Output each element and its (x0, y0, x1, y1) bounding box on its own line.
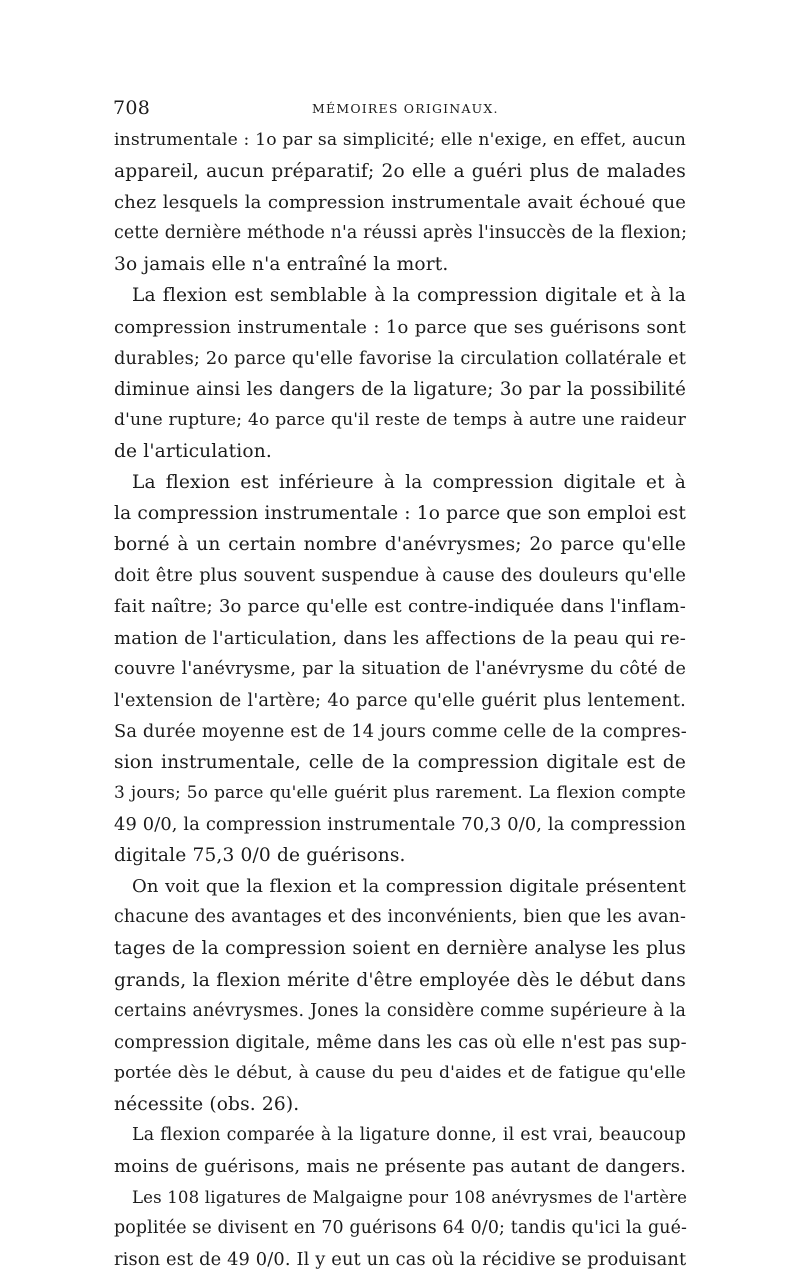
text-line: doit être plus souvent suspendue à cause des douleurs qu'elle (114, 565, 686, 587)
text-line: couvre l'anévrysme, par la situation de l'anévrysme du côté de (114, 658, 686, 679)
text-line: chez lesquels la compression instrumentale avait échoué que (114, 192, 686, 214)
text-line: l'extension de l'artère; 4o parce qu'elle guérit plus lentement. (114, 689, 686, 711)
text-line: digitale 75,3 0/0 de guérisons. (114, 845, 406, 867)
text-line: 3o jamais elle n'a entraîné la mort. (114, 254, 449, 276)
text-line: nécessite (obs. 26). (114, 1093, 300, 1115)
running-head: MÉMOIRES ORIGINAUX. (312, 101, 499, 116)
text-line: 3 jours; 5o parce qu'elle guérit plus rarement. La flexion compte (114, 782, 686, 803)
text-line: moins de guérisons, mais ne présente pas autant de dangers. (114, 1156, 686, 1178)
text-line: diminue ainsi les dangers de la ligature; 3o par la possibilité (114, 378, 686, 400)
text-line: portée dès le début, à cause du peu d'aides et de fatigue qu'elle (114, 1062, 686, 1083)
text-line: de l'articulation. (114, 440, 272, 462)
text-line: 49 0/0, la compression instrumentale 70,3 0/0, la compression (114, 814, 686, 836)
text-line: La flexion est semblable à la compression digitale et à la (132, 285, 686, 307)
page-number: 708 (113, 97, 151, 119)
text-line: grands, la flexion mérite d'être employée dès le début dans (114, 969, 686, 991)
text-line: chacune des avantages et des inconvénients, bien que les avan- (114, 907, 686, 928)
text-line: la compression instrumentale : 1o parce que son emploi est (114, 503, 686, 525)
text-line: poplitée se divisent en 70 guérisons 64 0/0; tandis qu'ici la gué- (114, 1218, 688, 1239)
text-line: compression instrumentale : 1o parce que ses guérisons sont (114, 316, 686, 338)
page-header (113, 97, 685, 123)
text-line: Les 108 ligatures de Malgaigne pour 108 anévrysmes de l'artère (132, 1188, 688, 1208)
text-line: rison est de 49 0/0. Il y eut un cas où la récidive se produisant (114, 1249, 687, 1271)
text-line: sion instrumentale, celle de la compression digitale est de (114, 751, 686, 773)
body-text (114, 125, 686, 1275)
text-line: cette dernière méthode n'a réussi après l'insuccès de la flexion; (114, 223, 688, 244)
text-line: borné à un certain nombre d'anévrysmes; 2o parce qu'elle (114, 534, 686, 556)
text-line: durables; 2o parce qu'elle favorise la circulation collatérale et (114, 347, 686, 369)
text-line: Sa durée moyenne est de 14 jours comme celle de la compres- (114, 720, 687, 742)
text-line: instrumentale : 1o par sa simplicité; elle n'exige, en effet, aucun (114, 130, 686, 150)
text-line: tages de la compression soient en dernière analyse les plus (114, 938, 686, 960)
text-line: La flexion est inférieure à la compression digitale et à (132, 472, 686, 494)
text-line: appareil, aucun préparatif; 2o elle a guéri plus de malades (114, 161, 686, 183)
text-line: certains anévrysmes. Jones la considère comme supérieure à la (114, 1000, 686, 1021)
text-line: d'une rupture; 4o parce qu'il reste de temps à autre une raideur (114, 409, 686, 430)
text-line: compression digitale, même dans les cas où elle n'est pas sup- (114, 1031, 687, 1053)
text-line: La flexion comparée à la ligature donne, il est vrai, beaucoup (132, 1125, 686, 1145)
text-line: mation de l'articulation, dans les affections de la peau qui re- (114, 627, 686, 649)
text-line: On voit que la flexion et la compression digitale présentent (132, 876, 686, 898)
text-line: fait naître; 3o parce qu'elle est contre-indiquée dans l'inflam- (114, 596, 686, 618)
